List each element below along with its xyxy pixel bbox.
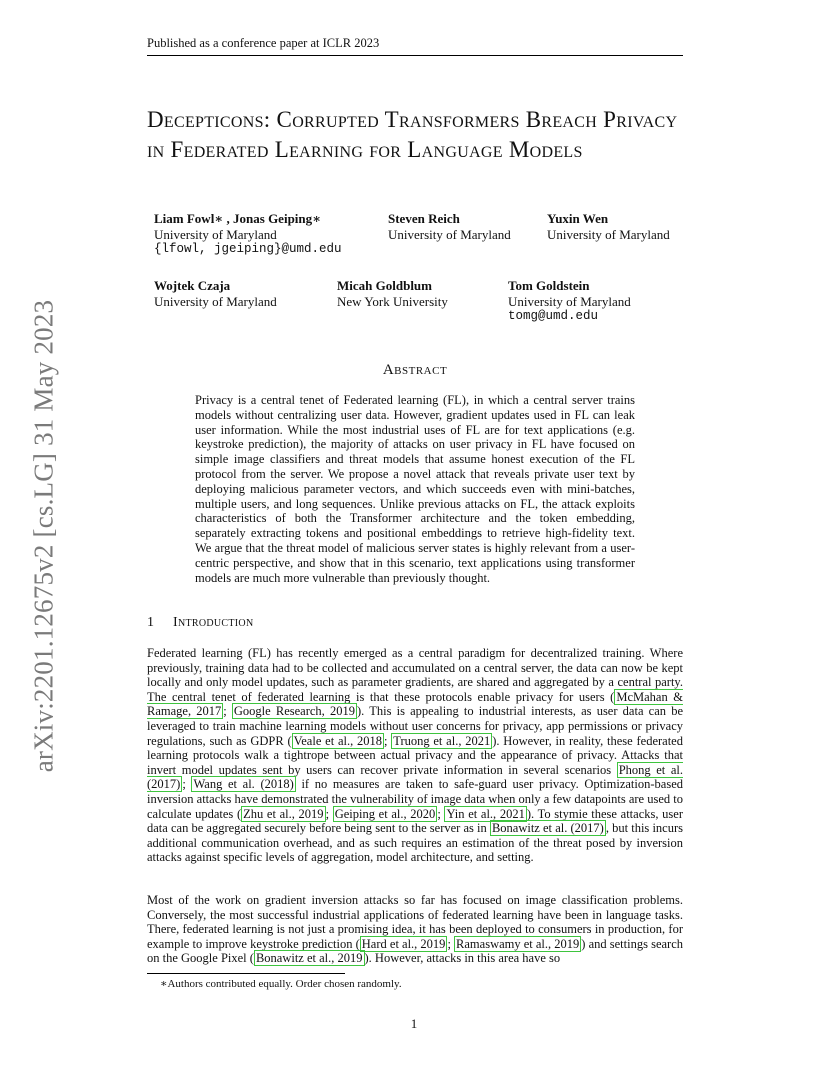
- author-block-goldblum: [337, 278, 448, 309]
- section-number: 1: [147, 615, 155, 630]
- paragraph-text: ). However, attacks in this area have so: [364, 951, 561, 966]
- author-affiliation: University of Maryland: [154, 293, 277, 309]
- citation-link[interactable]: McMahan & Ramage, 2017: [147, 689, 683, 719]
- author-block-czaja: [154, 278, 277, 309]
- abstract-heading: Abstract: [382, 362, 448, 378]
- intro-paragraph-2: [147, 893, 683, 966]
- author-name: Micah Goldblum: [337, 278, 432, 293]
- author-name: Liam Fowl∗ , Jonas Geiping∗: [154, 211, 322, 226]
- author-email[interactable]: {lfowl, jgeiping}@umd.edu: [154, 242, 342, 256]
- paragraph-text: if no measures are taken to safe-guard user privacy. Optimization-based inversion attacks have demonstrated the vulnerability of image data when only a few datapoints are used to calculate updates (: [147, 777, 683, 821]
- citation-link[interactable]: Truong et al., 2021: [393, 733, 491, 748]
- citation-link[interactable]: Veale et al., 2018: [293, 733, 382, 748]
- citation-link[interactable]: Bonawitz et al. (2017): [491, 821, 604, 836]
- footnote: ∗Authors contributed equally. Order chosen randomly.: [160, 978, 402, 990]
- author-name: Yuxin Wen: [547, 211, 609, 226]
- citation-link[interactable]: Wang et al. (2018): [193, 777, 294, 792]
- section-heading-introduction: [147, 615, 253, 631]
- author-email[interactable]: tomg@umd.edu: [508, 309, 599, 323]
- author-affiliation: University of Maryland: [547, 226, 670, 242]
- paragraph-text: , but this incurs additional communication overhead, and as such requires an estimation of the threat posed by inversion attacks against specific levels of aggregation, model architecture, and setting.: [147, 821, 683, 865]
- citation-link[interactable]: Zhu et al., 2019: [243, 806, 324, 821]
- page-number: 1: [410, 1016, 418, 1031]
- paragraph-text: ). This is appealing to industrial interests, as user data can be leveraged to train machine learning models without user concerns for privacy, app permissions or privacy regulations, such as GDPR (: [147, 704, 683, 748]
- paragraph-text: Most of the work on gradient inversion attacks so far has focused on image classification problems. Conversely, the most successful industrial applications of federated learning have been in language tasks. There, federated learning is not just a promising idea, it has been deployed to consumers in production, for example to improve keystroke prediction (: [147, 893, 683, 951]
- citation-link[interactable]: Google Research, 2019: [233, 704, 355, 719]
- paragraph-text: ). However, in reality, these federated learning protocols walk a tightrope between actual privacy and the appearance of privacy. Attacks that invert model updates sent by users can recover private information in several scenarios: [147, 733, 683, 777]
- author-block-wen: [547, 211, 670, 242]
- arxiv-identifier[interactable]: arXiv:2201.12675v2 [cs.LG] 31 May 2023: [28, 299, 59, 773]
- paragraph-text: ;: [325, 806, 333, 821]
- author-block-reich: [388, 211, 511, 242]
- paper-title: Decepticons: Corrupted Transformers Breach Privacy in Federated Learning for Language Models: [147, 107, 678, 162]
- paragraph-text: ;: [223, 704, 232, 719]
- abstract-body: Privacy is a central tenet of Federated learning (FL), in which a central server trains models without centralizing user data. However, gradient updates used in FL can leak user information. While the most industrial uses of FL are for text applications (e.g. keystroke prediction), the majority of attacks on user privacy in FL have focused on simple image classifiers and threat models that assume honest execution of the FL protocol from the server. We propose a novel attack that reveals private user text by deploying malicious parameter vectors, and which succeeds even with mini-batches, multiple users, and long sequences. Unlike previous attacks on FL, the attack exploits characteristics of both the Transformer architecture and the token embedding, separately extracting tokens and positional embeddings to retrieve high-fidelity text. We argue that the threat model of malicious server states is highly relevant from a user-centric perspective, and show that in this scenario, text applications using transformer models are much more vulnerable than previously thought.: [195, 393, 635, 585]
- citation-link[interactable]: Ramaswamy et al., 2019: [456, 936, 580, 951]
- author-name: Steven Reich: [388, 211, 460, 226]
- paragraph-text: ;: [182, 777, 192, 792]
- paragraph-text: ). To stymie these attacks, user data can be aggregated securely before being sent to the server as in: [147, 806, 683, 836]
- author-block-goldstein: [508, 278, 631, 325]
- citation-link[interactable]: Bonawitz et al., 2019: [255, 951, 363, 966]
- paragraph-text: Federated learning (FL) has recently emerged as a central paradigm for decentralized training. Where previously, training data had to be collected and accumulated on a central server, the data can now be kept locally and only model updates, such as parameter gradients, are shared and aggregated by a central party. The central tenet of federated learning is that these protocols enable privacy for users (: [147, 646, 683, 704]
- citation-link[interactable]: Yin et al., 2021: [446, 806, 525, 821]
- citation-link[interactable]: Hard et al., 2019: [361, 936, 446, 951]
- author-affiliation: New York University: [337, 293, 448, 309]
- running-header: Published as a conference paper at ICLR 2023: [147, 36, 683, 56]
- author-block-fowl-geiping: [154, 211, 342, 258]
- paragraph-text: ;: [437, 806, 445, 821]
- author-name: Tom Goldstein: [508, 278, 590, 293]
- author-name: Wojtek Czaja: [154, 278, 231, 293]
- paragraph-text: ) and settings search on the Google Pixel (: [147, 936, 683, 966]
- paragraph-text: ;: [447, 936, 455, 951]
- footnote-divider: [147, 973, 345, 974]
- paragraph-text: ;: [384, 733, 392, 748]
- citation-link[interactable]: Geiping et al., 2020: [334, 806, 436, 821]
- section-title: Introduction: [173, 615, 254, 630]
- intro-paragraph-1: [147, 646, 683, 865]
- author-affiliation: University of Maryland: [388, 226, 511, 242]
- author-affiliation: University of Maryland: [154, 226, 277, 242]
- author-affiliation: University of Maryland: [508, 293, 631, 309]
- citation-link[interactable]: Phong et al. (2017): [147, 762, 683, 792]
